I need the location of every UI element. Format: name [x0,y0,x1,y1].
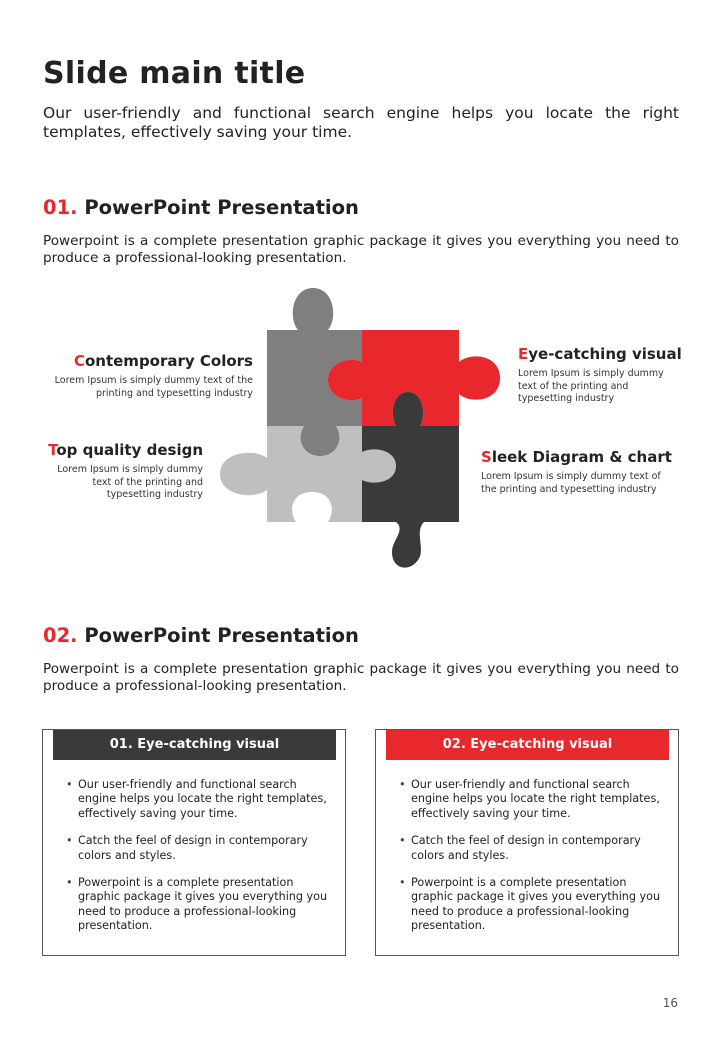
list-item: • Our user-friendly and functional search engine helps you locate the right templates, effectively saving your time. [66,778,331,821]
feature-title: leek Diagram & chart [491,448,672,466]
section-1-body: Powerpoint is a complete presentation graphic package it gives you everything you need to produce a professional-looking presentation. [43,233,679,266]
section-2-body: Powerpoint is a complete presentation graphic package it gives you everything you need to produce a professional-looking presentation. [43,661,679,694]
list-item: • Powerpoint is a complete presentation graphic package it gives you everything you need to produce a professional-looking presentation. [399,876,664,934]
feature-title: op quality design [56,441,203,459]
list-item: • Our user-friendly and functional search engine helps you locate the right templates, effectively saving your time. [399,778,664,821]
feature-initial: S [481,448,492,466]
slide-title: Slide main title [43,56,306,91]
section-1-number: 01. [43,196,78,219]
info-box-header: 02. Eye-catching visual [386,730,669,760]
page-number: 16 [662,996,678,1010]
feature-heading [518,345,682,363]
section-1-heading [43,196,359,219]
feature-description: Lorem Ipsum is simply dummy text of the printing and typesetting industry [54,375,253,399]
feature-eye-catching-visual [518,345,682,406]
feature-initial: T [48,441,57,459]
feature-contemporary-colors [45,352,253,400]
info-box-list [66,778,331,947]
feature-sleek-diagram-chart [481,448,677,496]
info-box-list [399,778,664,947]
info-box-header: 01. Eye-catching visual [53,730,336,760]
feature-heading [481,448,677,466]
feature-heading [45,352,253,370]
section-2-heading [43,624,359,647]
list-item: • Catch the feel of design in contemporary colors and styles. [66,834,331,863]
feature-description: Lorem Ipsum is simply dummy text of the printing and typesetting industry [481,471,661,495]
list-item: • Catch the feel of design in contemporary colors and styles. [399,834,664,863]
list-item: • Powerpoint is a complete presentation graphic package it gives you everything you need to produce a professional-looking presentation. [66,876,331,934]
puzzle-graphic [210,280,510,580]
feature-initial: C [73,352,85,370]
feature-description: Lorem Ipsum is simply dummy text of the printing and typesetting industry [518,368,664,404]
feature-heading [45,441,203,459]
section-1-title: PowerPoint Presentation [84,196,359,219]
feature-title: ye-catching visual [528,345,682,363]
slide-subtitle: Our user-friendly and functional search engine helps you locate the right templates, effectively saving your time. [43,104,679,141]
section-2-number: 02. [43,624,78,647]
info-box-1 [42,729,346,956]
feature-initial: E [518,345,529,363]
feature-top-quality-design [45,441,203,502]
feature-description: Lorem Ipsum is simply dummy text of the printing and typesetting industry [57,464,203,500]
info-box-2 [375,729,679,956]
feature-title: ontemporary Colors [84,352,253,370]
section-2-title: PowerPoint Presentation [84,624,359,647]
